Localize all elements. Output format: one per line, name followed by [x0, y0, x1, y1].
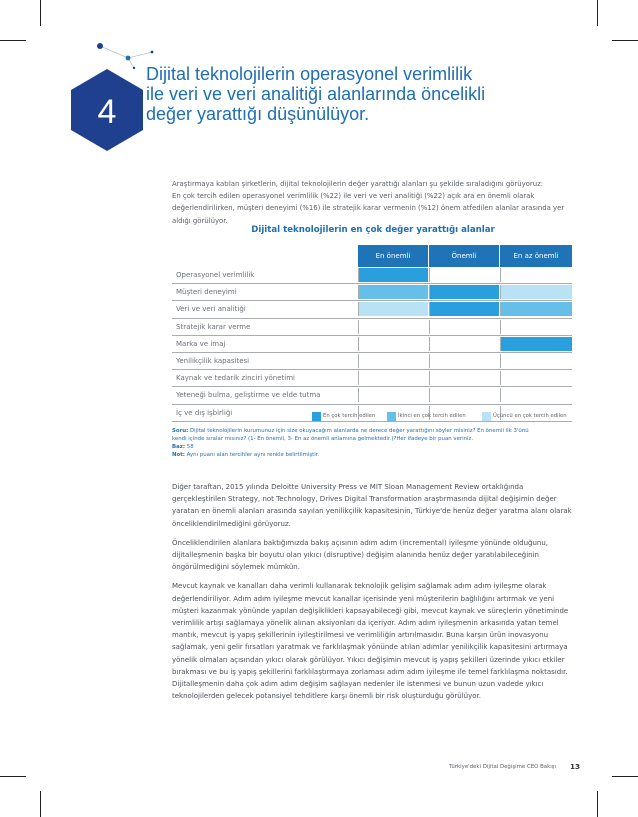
table-row [172, 301, 572, 318]
body-paragraph [172, 481, 574, 530]
table-row [172, 353, 572, 370]
rank-cell [500, 371, 572, 385]
body-paragraph [172, 537, 574, 574]
table-row [172, 387, 572, 404]
body-line: müşteri kazanmak yönünde yapılan değişiklikleri kapsayabileceği gibi, mevcut kaynak ve süreçlerin yönetiminde [172, 606, 569, 615]
rank-cell [500, 388, 572, 402]
rank-cell [500, 320, 572, 334]
question-label: Soru: [172, 428, 189, 434]
body-line: sağlamak, yeni gelir fırsatları yaratmak ve farklılaşmak yönünde atılan adımlar yenilikçilik kapasitesini artırmaya [172, 643, 568, 652]
body-line: gerçekleştirilen Strategy, not Technology, Drives Digital Transformation araştırmasında dijital değişimin değer [172, 495, 557, 504]
rank-cell [358, 371, 428, 385]
question-text: Dijital teknolojilerin kurumunuz için size okuyacağım alanlarda ne derece değer yarattığını söyler misiniz? En önemli ilk 3'ünü [188, 428, 529, 434]
rank-cell [500, 337, 572, 351]
intro-line: aldığı görülüyor. [172, 216, 228, 225]
intro-paragraph [172, 178, 574, 227]
table-row [172, 284, 572, 301]
body-paragraph [172, 580, 574, 702]
legend-label: Üçüncü en çok tercih edilen [493, 413, 567, 419]
column-header-important: Önemli [429, 245, 499, 267]
note-value: Aynı puanı alan tercihler aynı renkle belirtilmiştir. [184, 452, 320, 459]
crop-mark [0, 776, 26, 777]
rank-cell [500, 285, 572, 299]
base-label: Baz: [172, 444, 186, 451]
title-line: Dijital teknolojilerin operasyonel verimlilik [146, 64, 473, 84]
body-text [172, 481, 574, 709]
table-body [172, 267, 572, 422]
row-label: İç ve dış işbirliği [176, 408, 233, 417]
rank-cell [358, 320, 428, 334]
question-note [172, 427, 574, 435]
rank-cell [358, 302, 428, 316]
table-row [172, 267, 572, 284]
row-label: Yenilikçilik kapasitesi [176, 356, 250, 365]
rank-cell [500, 302, 572, 316]
legend-swatch [482, 412, 491, 421]
base-note [172, 443, 574, 451]
intro-line: değerlendirilirken, müşteri deneyimi (%16) ile stratejik karar vermenin (%12) önem atfedilen alanlar arasında yer [172, 204, 565, 213]
body-line: bırakması ve bu iş yapış şekillerini farklılaştırmaya zorlaması adım adım iyileşme ile temel farklılaşma noktasıdır. [172, 667, 568, 676]
crop-mark [597, 791, 598, 817]
rank-cell [358, 285, 428, 299]
body-line: Mevcut kaynak ve kanalları daha verimli kullanarak teknolojik gelişim sağlamak adım adım iyileşme olarak [172, 582, 547, 591]
rank-cell [429, 302, 499, 316]
rank-cell [429, 354, 499, 368]
footer-title: Türkiye'deki Dijital Değişime CEO Bakışı [448, 764, 556, 770]
column-header-least-important: En az önemli [500, 245, 572, 267]
row-label: Marka ve imaj [176, 339, 226, 348]
column-header-most-important: En önemli [358, 245, 428, 267]
body-line: önceliklendirilmediğini görüyoruz. [172, 519, 291, 528]
table-title: Dijital teknolojilerin en çok değer yarattığı alanlar [251, 225, 495, 235]
rank-cell [358, 354, 428, 368]
base-value: 58 [185, 444, 194, 451]
rank-cell [429, 388, 499, 402]
table-row [172, 336, 572, 353]
rank-cell [429, 268, 499, 282]
page-number: 13 [569, 762, 580, 771]
row-label: Müşteri deneyimi [176, 288, 237, 297]
intro-line: En çok tercih edilen operasyonel verimlilik (%22) ile veri ve veri analitiği (%22) açık ara en önemli olarak [172, 192, 535, 201]
rank-cell [429, 371, 499, 385]
note-label: Not: [172, 452, 185, 459]
question-note-cont: kendi içinde sıralar mısınız? (1- En önemli, 3- En az önemli anlamına gelmektedir.)?Her ifadeye bir puan veriniz. [172, 436, 474, 443]
body-line: dijitalleşmenin başka bir boyutu olan yıkıcı (disruptive) değişim alanında henüz değer yaratılabileceğinin [172, 551, 539, 560]
section-title [146, 64, 566, 124]
row-label: Operasyonel verimlilik [176, 271, 255, 279]
legend-swatch [312, 412, 321, 421]
legend-label: İkinci en çok tercih edilen [398, 413, 466, 419]
row-label: Veri ve veri analitiği [176, 305, 246, 314]
rank-cell [500, 354, 572, 368]
row-label: Yeteneği bulma, geliştirme ve elde tutma [176, 391, 321, 400]
rank-cell [429, 285, 499, 299]
table-notes [172, 427, 574, 459]
body-line: Dijitalleşmenin daha çok adım adım değişim sağlayan nedenler ile istenmesi ve bunun uzun vadede yıkıcı [172, 680, 544, 689]
section-number: 4 [97, 93, 117, 131]
table-row [172, 319, 572, 336]
legend-swatch [387, 412, 396, 421]
body-line: teknolojilerden gelecek potansiyel tehditlere karşı önemli bir risk oluşturduğu görülüyor. [172, 692, 481, 701]
table-legend [312, 411, 574, 423]
title-line: ile veri ve veri analitiği alanlarında öncelikli [146, 84, 486, 104]
section-heading [60, 40, 620, 140]
body-line: değerlendiriliyor. Adım adım iyileşme mevcut kanallar içerisinde yeni müşterilerin bağlılığını artırmak ve yeni [172, 594, 555, 603]
table-header [172, 245, 572, 267]
ranking-table [172, 245, 572, 422]
body-line: yaratan en önemli alanları arasında sayılan yenilikçilik kapasitesinin, Türkiye'de henüz değer yaratma alanı olarak [172, 507, 572, 516]
row-label: Kaynak ve tedarik zinciri yönetimi [176, 374, 295, 383]
crop-mark [40, 0, 41, 26]
rank-cell [358, 388, 428, 402]
crop-mark [612, 776, 638, 777]
rank-cell [429, 320, 499, 334]
rank-cell [500, 268, 572, 282]
title-line: değer yarattığı düşünülüyor. [146, 104, 370, 124]
body-line: verimlilik artışı sağlamaya yönelik alınan aksiyonları da içeriyor. Adım adım iyileşmenin arkasında yatan temel [172, 619, 559, 628]
body-line: mantık, mevcut iş yapış şekillerinin iyileştirilmesi ve verimliliğin artırılmasıdır. Buna karşın ürün inovasyonu [172, 631, 549, 640]
rank-cell [358, 268, 428, 282]
body-line: yönelik olmaları açısından yıkıcı olarak görülüyor. Yıkıcı değişimin mevcut iş yapış şekilleri üzerinde yıkıcı etkiler [172, 655, 565, 664]
rank-cell [429, 337, 499, 351]
body-line: Diğer taraftan, 2015 yılında Deloitte University Press ve MIT Sloan Management Review ortaklığında [172, 483, 524, 491]
intro-line: Araştırmaya katılan şirketlerin, dijital teknolojilerin değer yarattığı alanları şu şekilde sıraladığını görüyoruz: [172, 180, 544, 188]
crop-mark [0, 40, 26, 41]
table-row [172, 370, 572, 387]
legend-label: En çok tercih edilen [323, 413, 376, 419]
crop-mark [597, 0, 598, 26]
body-line: öngörülmediğini söylemek mümkün. [172, 563, 300, 572]
crop-mark [40, 791, 41, 817]
note-line [172, 451, 574, 459]
rank-cell [358, 337, 428, 351]
page-footer [400, 761, 580, 773]
body-line: Önceliklendirilen alanlara baktığımızda bakış açısının adım adım (incremental) iyileşme yönünde olduğunu, [172, 538, 549, 547]
row-label: Stratejik karar verme [176, 322, 251, 331]
